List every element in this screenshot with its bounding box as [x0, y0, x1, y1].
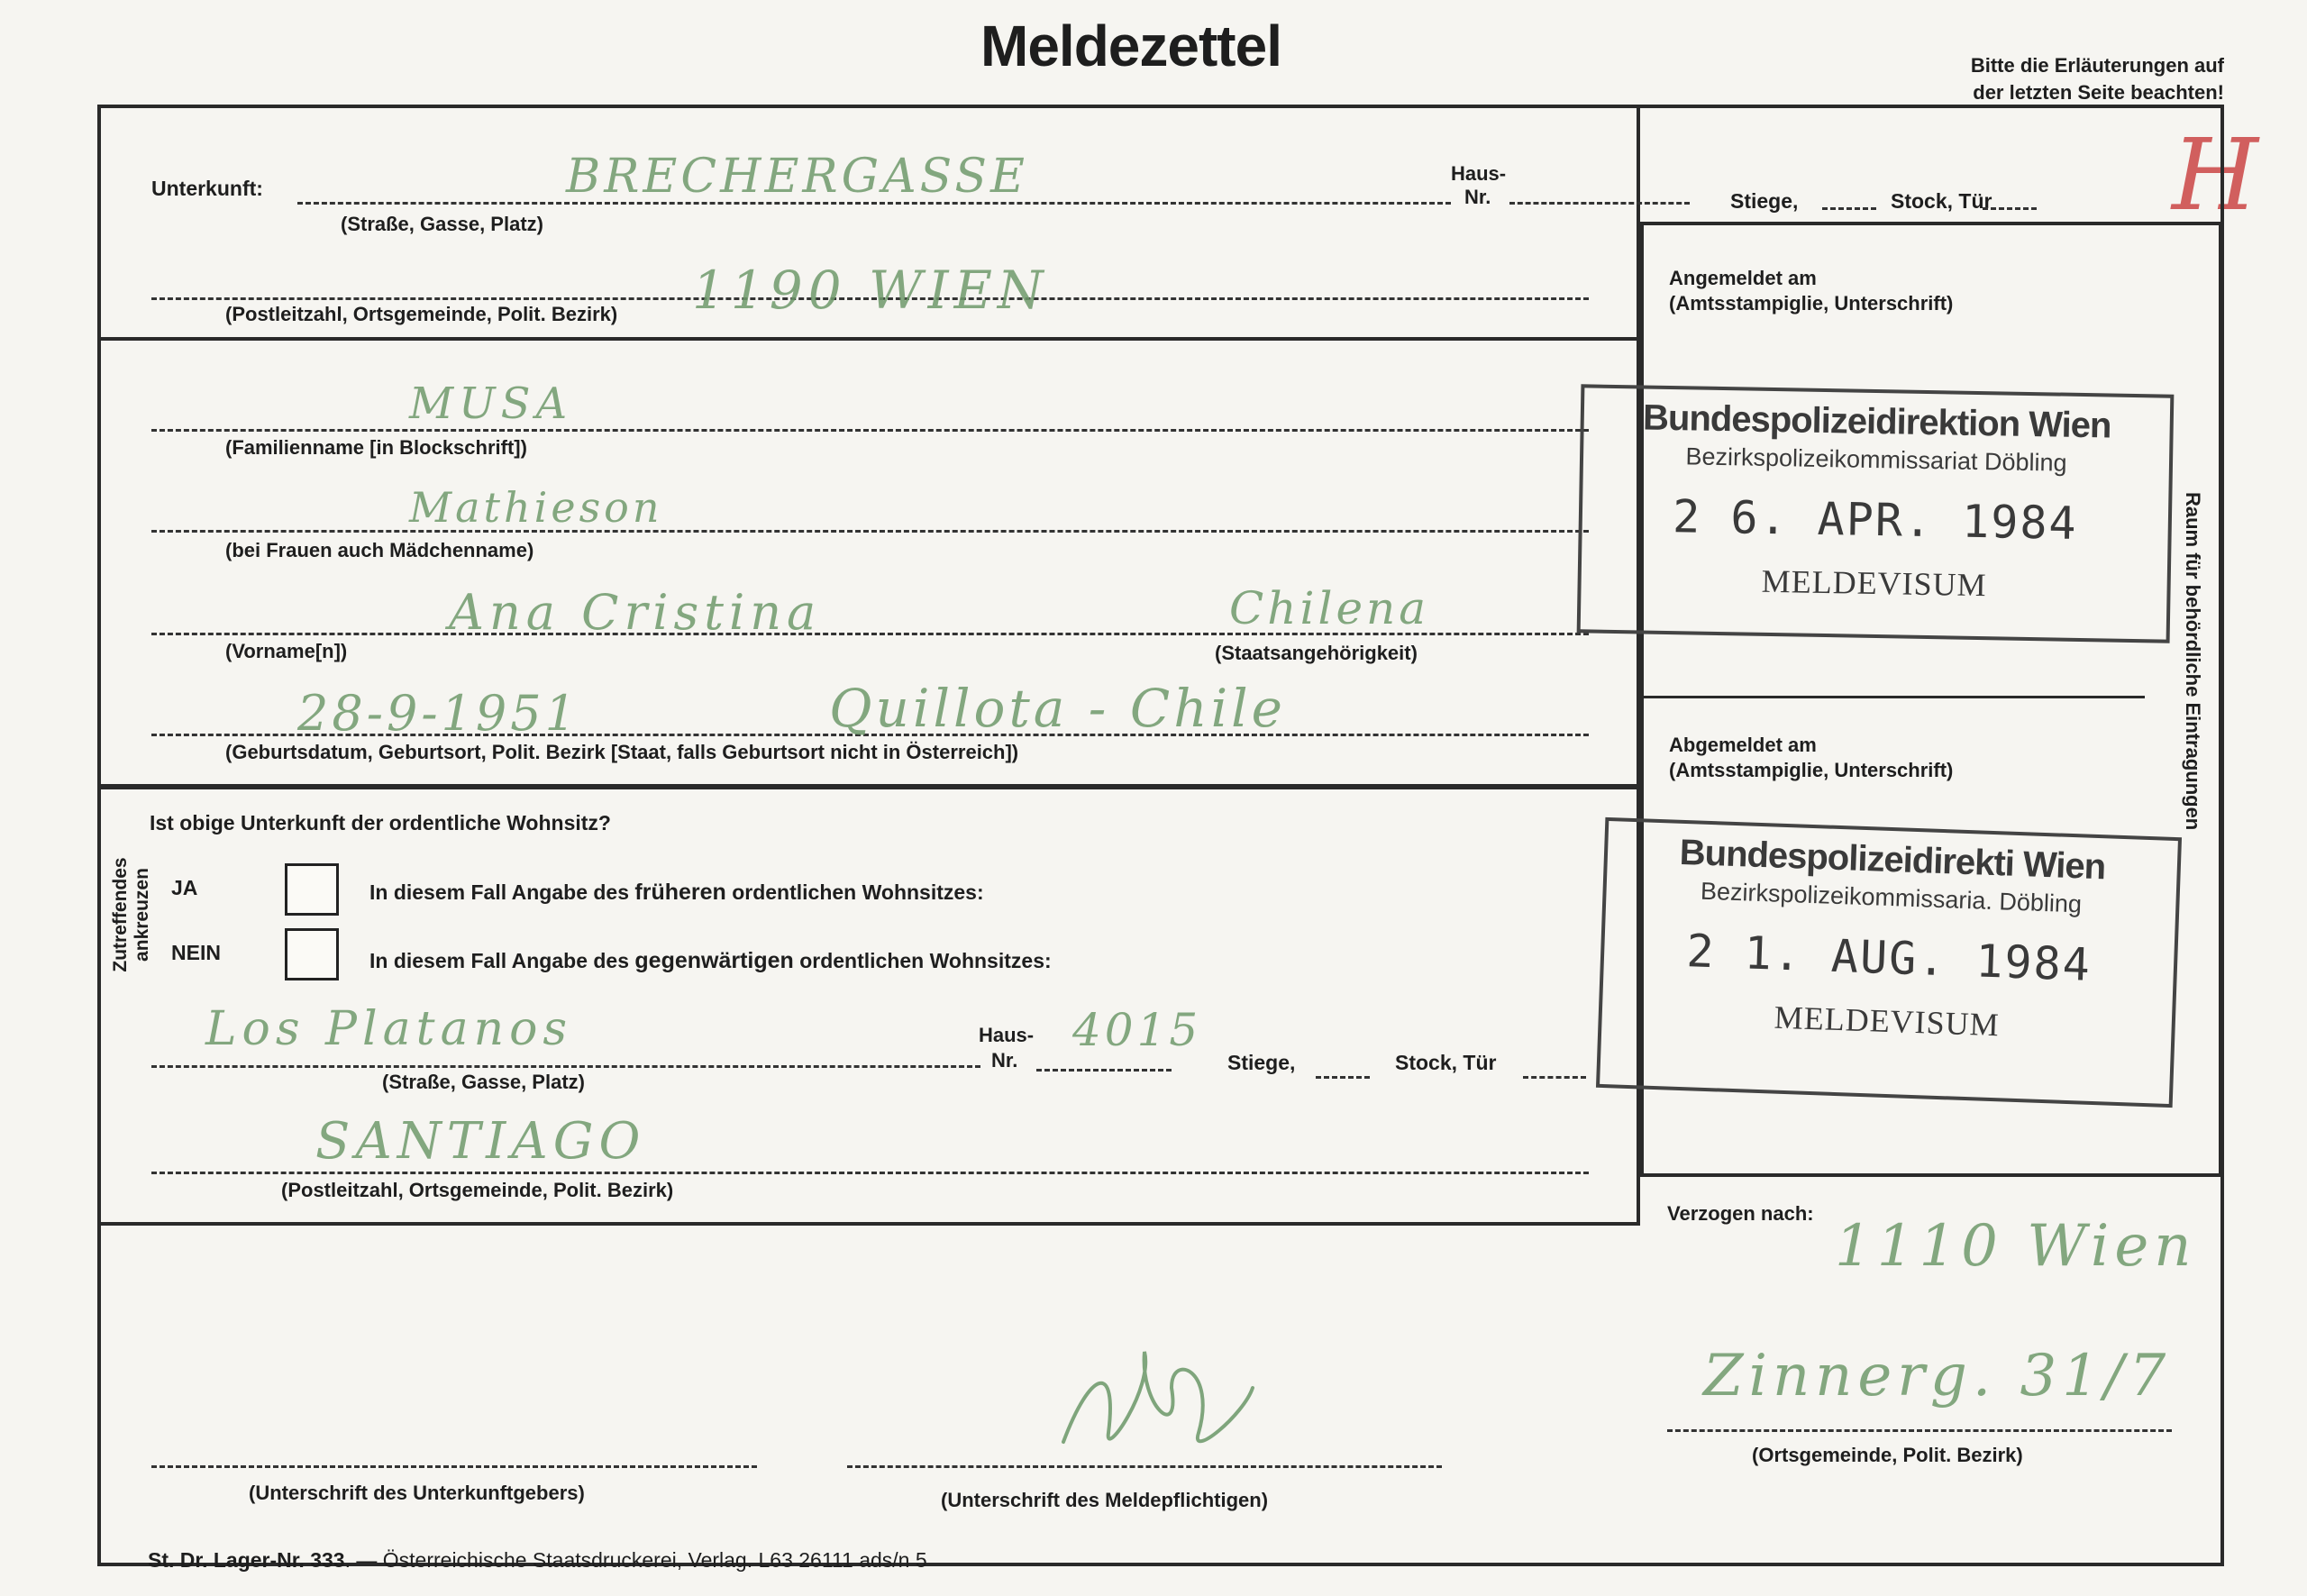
stock-line [1983, 207, 2037, 210]
ja-text-post: ordentlichen Wohnsitzes: [725, 880, 984, 904]
familienname-value: MUSA [409, 378, 573, 429]
side-label-line-2: ankreuzen [132, 868, 152, 962]
header-note-line-1: Bitte die Erläuterungen auf [1970, 54, 2224, 77]
side-label [110, 838, 153, 991]
residence-city-value: SANTIAGO [315, 1112, 646, 1171]
familienname-line [151, 429, 1589, 432]
vorname-value: Ana Cristina [449, 584, 822, 641]
street-caption: (Straße, Gasse, Platz) [341, 213, 543, 235]
abgemeldet-sublabel: (Amtsstampiglie, Unterschrift) [1669, 759, 1954, 781]
official-divider [1640, 696, 2145, 698]
stamp-2-visum: MELDEVISUM [1774, 999, 2001, 1044]
street-value: BRECHERGASSE [566, 150, 1028, 204]
stamp-1-visum: MELDEVISUM [1761, 562, 1987, 604]
ja-text [369, 880, 984, 906]
stamp-2-line1: Bundespolizeidirekti Wien [1679, 832, 2106, 888]
nein-text [369, 948, 1052, 974]
verzogen-caption: (Ortsgemeinde, Polit. Bezirk) [1752, 1444, 2023, 1466]
residence-street-line [151, 1065, 980, 1068]
stiege-line [1822, 207, 1876, 210]
footer-text [148, 1548, 927, 1573]
familienname-caption: (Familienname [in Blockschrift]) [225, 436, 527, 459]
host-signature-caption: (Unterschrift des Unterkunftgebers) [249, 1482, 585, 1504]
residence-street-value: Los Platanos [205, 1002, 573, 1056]
angemeldet-sublabel: (Amtsstampiglie, Unterschrift) [1669, 292, 1954, 315]
nein-label: NEIN [171, 941, 221, 964]
postal-caption: (Postleitzahl, Ortsgemeinde, Polit. Bezirk) [225, 303, 618, 325]
official-side-text: Raum für behördliche Eintragungen [2182, 492, 2204, 831]
residence-street-caption: (Straße, Gasse, Platz) [382, 1071, 585, 1093]
footer-post: . — Österreichische Staatsdruckerei, Verlag. L63 26111 ads/n 5 [344, 1548, 927, 1572]
frame-top [97, 105, 2224, 108]
stamp-2-date: 2 1. AUG. 1984 [1685, 925, 2093, 991]
haus-label: Haus- [1451, 162, 1507, 185]
angemeldet-label: Angemeldet am [1669, 267, 1817, 289]
verzogen-value-1: 1110 Wien [1835, 1213, 2197, 1280]
footer-num: 333 [310, 1548, 345, 1572]
geburt-caption: (Geburtsdatum, Geburtsort, Polit. Bezirk [Staat, falls Geburtsort nicht in Österreich]) [225, 741, 1019, 763]
residence-stiege-line [1316, 1076, 1370, 1079]
nein-checkbox[interactable] [285, 928, 339, 980]
page-title: Meldezettel [980, 14, 1281, 78]
residence-house-value: 4015 [1072, 1004, 1202, 1056]
geburt-place-value: Quillota - Chile [829, 678, 1286, 739]
residence-postal-caption: (Postleitzahl, Ortsgemeinde, Polit. Bezirk) [281, 1179, 674, 1201]
staat-caption: (Staatsangehörigkeit) [1215, 642, 1418, 664]
nein-text-bold: gegenwärtigen [634, 948, 794, 973]
nein-text-post: ordentlichen Wohnsitzes: [793, 949, 1052, 972]
residence-stiege-label: Stiege, [1227, 1051, 1296, 1074]
residence-stock-line [1523, 1076, 1586, 1079]
side-label-line-1: Zutreffendes [110, 857, 131, 972]
residence-house-line [1036, 1069, 1172, 1072]
stiege-label: Stiege, [1730, 189, 1799, 213]
page-mark: H [2172, 117, 2258, 233]
residence-haus-label: Haus- [979, 1024, 1035, 1046]
ja-label: JA [171, 876, 198, 899]
residence-stock-label: Stock, Tür [1395, 1051, 1497, 1074]
residence-postal-line [151, 1172, 1589, 1174]
ja-text-bold: früheren [634, 880, 726, 905]
residence-nr-label: Nr. [991, 1049, 1018, 1072]
registrant-signature [1036, 1334, 1271, 1469]
maedchenname-caption: (bei Frauen auch Mädchenname) [225, 539, 534, 561]
geburt-date-value: 28-9-1951 [297, 685, 579, 742]
vorname-caption: (Vorname[n]) [225, 640, 348, 662]
verzogen-label: Verzogen nach: [1667, 1202, 1814, 1225]
stamp-1-line1: Bundespolizeidirektion Wien [1642, 397, 2111, 446]
stamp-2-line2: Bezirkspolizeikommissaria. Döbling [1700, 877, 2083, 918]
maedchenname-value: Mathieson [409, 483, 663, 532]
abgemeldet-label: Abgemeldet am [1669, 734, 1817, 756]
residence-question: Ist obige Unterkunft der ordentliche Wohnsitz? [150, 811, 611, 834]
nein-text-pre: In diesem Fall Angabe des [369, 949, 635, 972]
footer-pre: St. Dr. Lager-Nr. [148, 1548, 311, 1572]
stock-label: Stock, Tür [1891, 189, 1992, 213]
verzogen-line [1667, 1429, 2172, 1432]
registration-stamp [1577, 384, 2175, 643]
verzogen-value-2: Zinnerg. 31/7 [1703, 1343, 2172, 1409]
maedchenname-line [151, 530, 1589, 533]
unterkunft-label: Unterkunft: [151, 177, 263, 200]
postal-value: 1190 WIEN [692, 260, 1049, 321]
nr-label: Nr. [1464, 186, 1491, 208]
stamp-1-date: 2 6. APR. 1984 [1672, 490, 2079, 550]
host-signature-line [151, 1465, 757, 1468]
ja-checkbox[interactable] [285, 863, 339, 916]
ja-text-pre: In diesem Fall Angabe des [369, 880, 635, 904]
header-note-line-2: der letzten Seite beachten! [1973, 81, 2224, 104]
deregistration-stamp [1596, 817, 2182, 1108]
house-number-line [1509, 202, 1690, 205]
registrant-signature-caption: (Unterschrift des Meldepflichtigen) [941, 1489, 1269, 1511]
staat-value: Chilena [1229, 582, 1430, 634]
stamp-1-line2: Bezirkspolizeikommissariat Döbling [1685, 442, 2067, 477]
